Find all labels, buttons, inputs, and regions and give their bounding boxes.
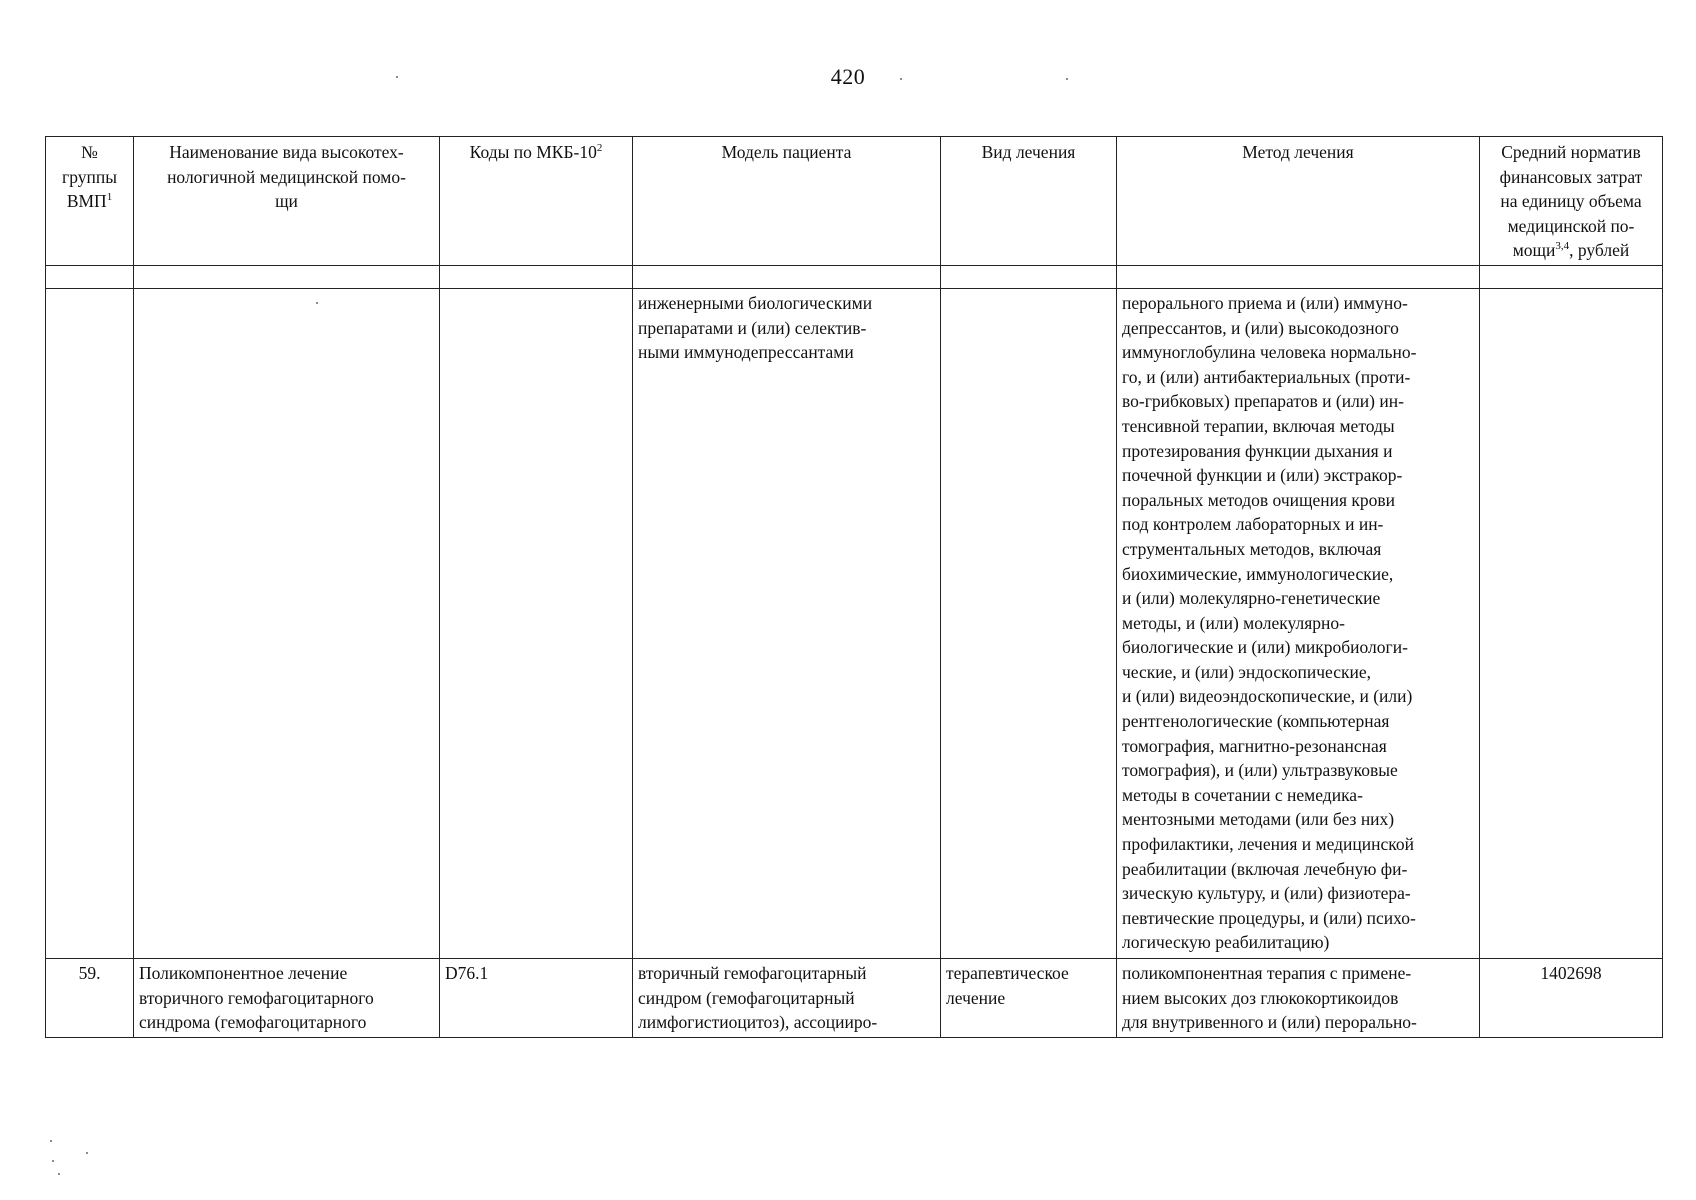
cell-name xyxy=(134,288,440,958)
scan-speck xyxy=(86,1152,88,1154)
cell-patient-model: инженерными биологическими препаратами и (или) селектив- ными иммунодепрессантами xyxy=(633,288,941,958)
scan-speck xyxy=(1066,78,1068,80)
cell-codes xyxy=(440,288,633,958)
spacer-row xyxy=(46,265,1663,288)
header-codes: Коды по МКБ-$10^2$ xyxy=(440,137,633,266)
cell-treatment-method: поликомпонентная терапия с примене- нием высоких доз глюкокортикоидов для внутривенного и (или) перорально- xyxy=(1117,958,1480,1037)
header-cost: Средний норматив финансовых затрат на единицу объема медицинской по- мощи$^{3,4}$, рублей xyxy=(1480,137,1663,266)
scan-speck xyxy=(316,302,318,304)
cell-name: Поликомпонентное лечение вторичного гемофагоцитарного синдрома (гемофагоцитарного xyxy=(134,958,440,1037)
scan-speck xyxy=(396,76,398,78)
cell-group-no xyxy=(46,288,134,958)
cell-treatment-method: перорального приема и (или) иммуно- депрессантов, и (или) высокодозного иммуноглобулина человека нормально- го, и (или) антибактериальных (проти- во-грибковых) препаратов и (или) ин- тенсивной терапии, включая методы протезирования функции дыхания и почечной функции и (или) экстракор- поральных методов очищения крови под контролем лабораторных и ин- струментальных методов, включая биохимические, иммунологические, и (или) молекулярно-генетические методы, и (или) молекулярно- биологические и (или) микробиологи- ческие, и (или) эндоскопические, и (или) видеоэндоскопические, и (или) рентгенологические (компьютерная томография, магнитно-резонансная томография), и (или) ультразвуковые методы в сочетании с немедика- ментозными методами (или без них) профилактики, лечения и медицинской реабилитации (включая лечебную фи- зическую культуру, и (или) физиотера- певтические процедуры, и (или) психо- логическую реабилитацию) xyxy=(1117,288,1480,958)
cell-cost xyxy=(1480,288,1663,958)
table-row xyxy=(46,958,1663,1037)
scan-speck xyxy=(58,1173,60,1175)
cell-cost: 1402698 xyxy=(1480,958,1663,1037)
scan-speck xyxy=(900,78,902,80)
header-treatment-method: Метод лечения xyxy=(1117,137,1480,266)
scan-speck xyxy=(50,1140,52,1142)
scan-speck xyxy=(52,1160,54,1162)
vmp-table xyxy=(45,136,1663,1038)
cell-treatment-type xyxy=(941,288,1117,958)
page-number: 420 xyxy=(830,64,866,89)
cell-group-no: 59. xyxy=(46,958,134,1037)
header-name: Наименование вида высокотех- нологичной медицинской помо- щи xyxy=(134,137,440,266)
header-treatment-type: Вид лечения xyxy=(941,137,1117,266)
cell-codes: D76.1 xyxy=(440,958,633,1037)
cell-treatment-type: терапевтическое лечение xyxy=(941,958,1117,1037)
table-row xyxy=(46,288,1663,958)
header-group-no: № группы ВМП$^1$ xyxy=(46,137,134,266)
cell-patient-model: вторичный гемофагоцитарный синдром (гемофагоцитарный лимфогистиоцитоз), ассоцииро- xyxy=(633,958,941,1037)
header-row xyxy=(46,137,1663,266)
header-patient-model: Модель пациента xyxy=(633,137,941,266)
